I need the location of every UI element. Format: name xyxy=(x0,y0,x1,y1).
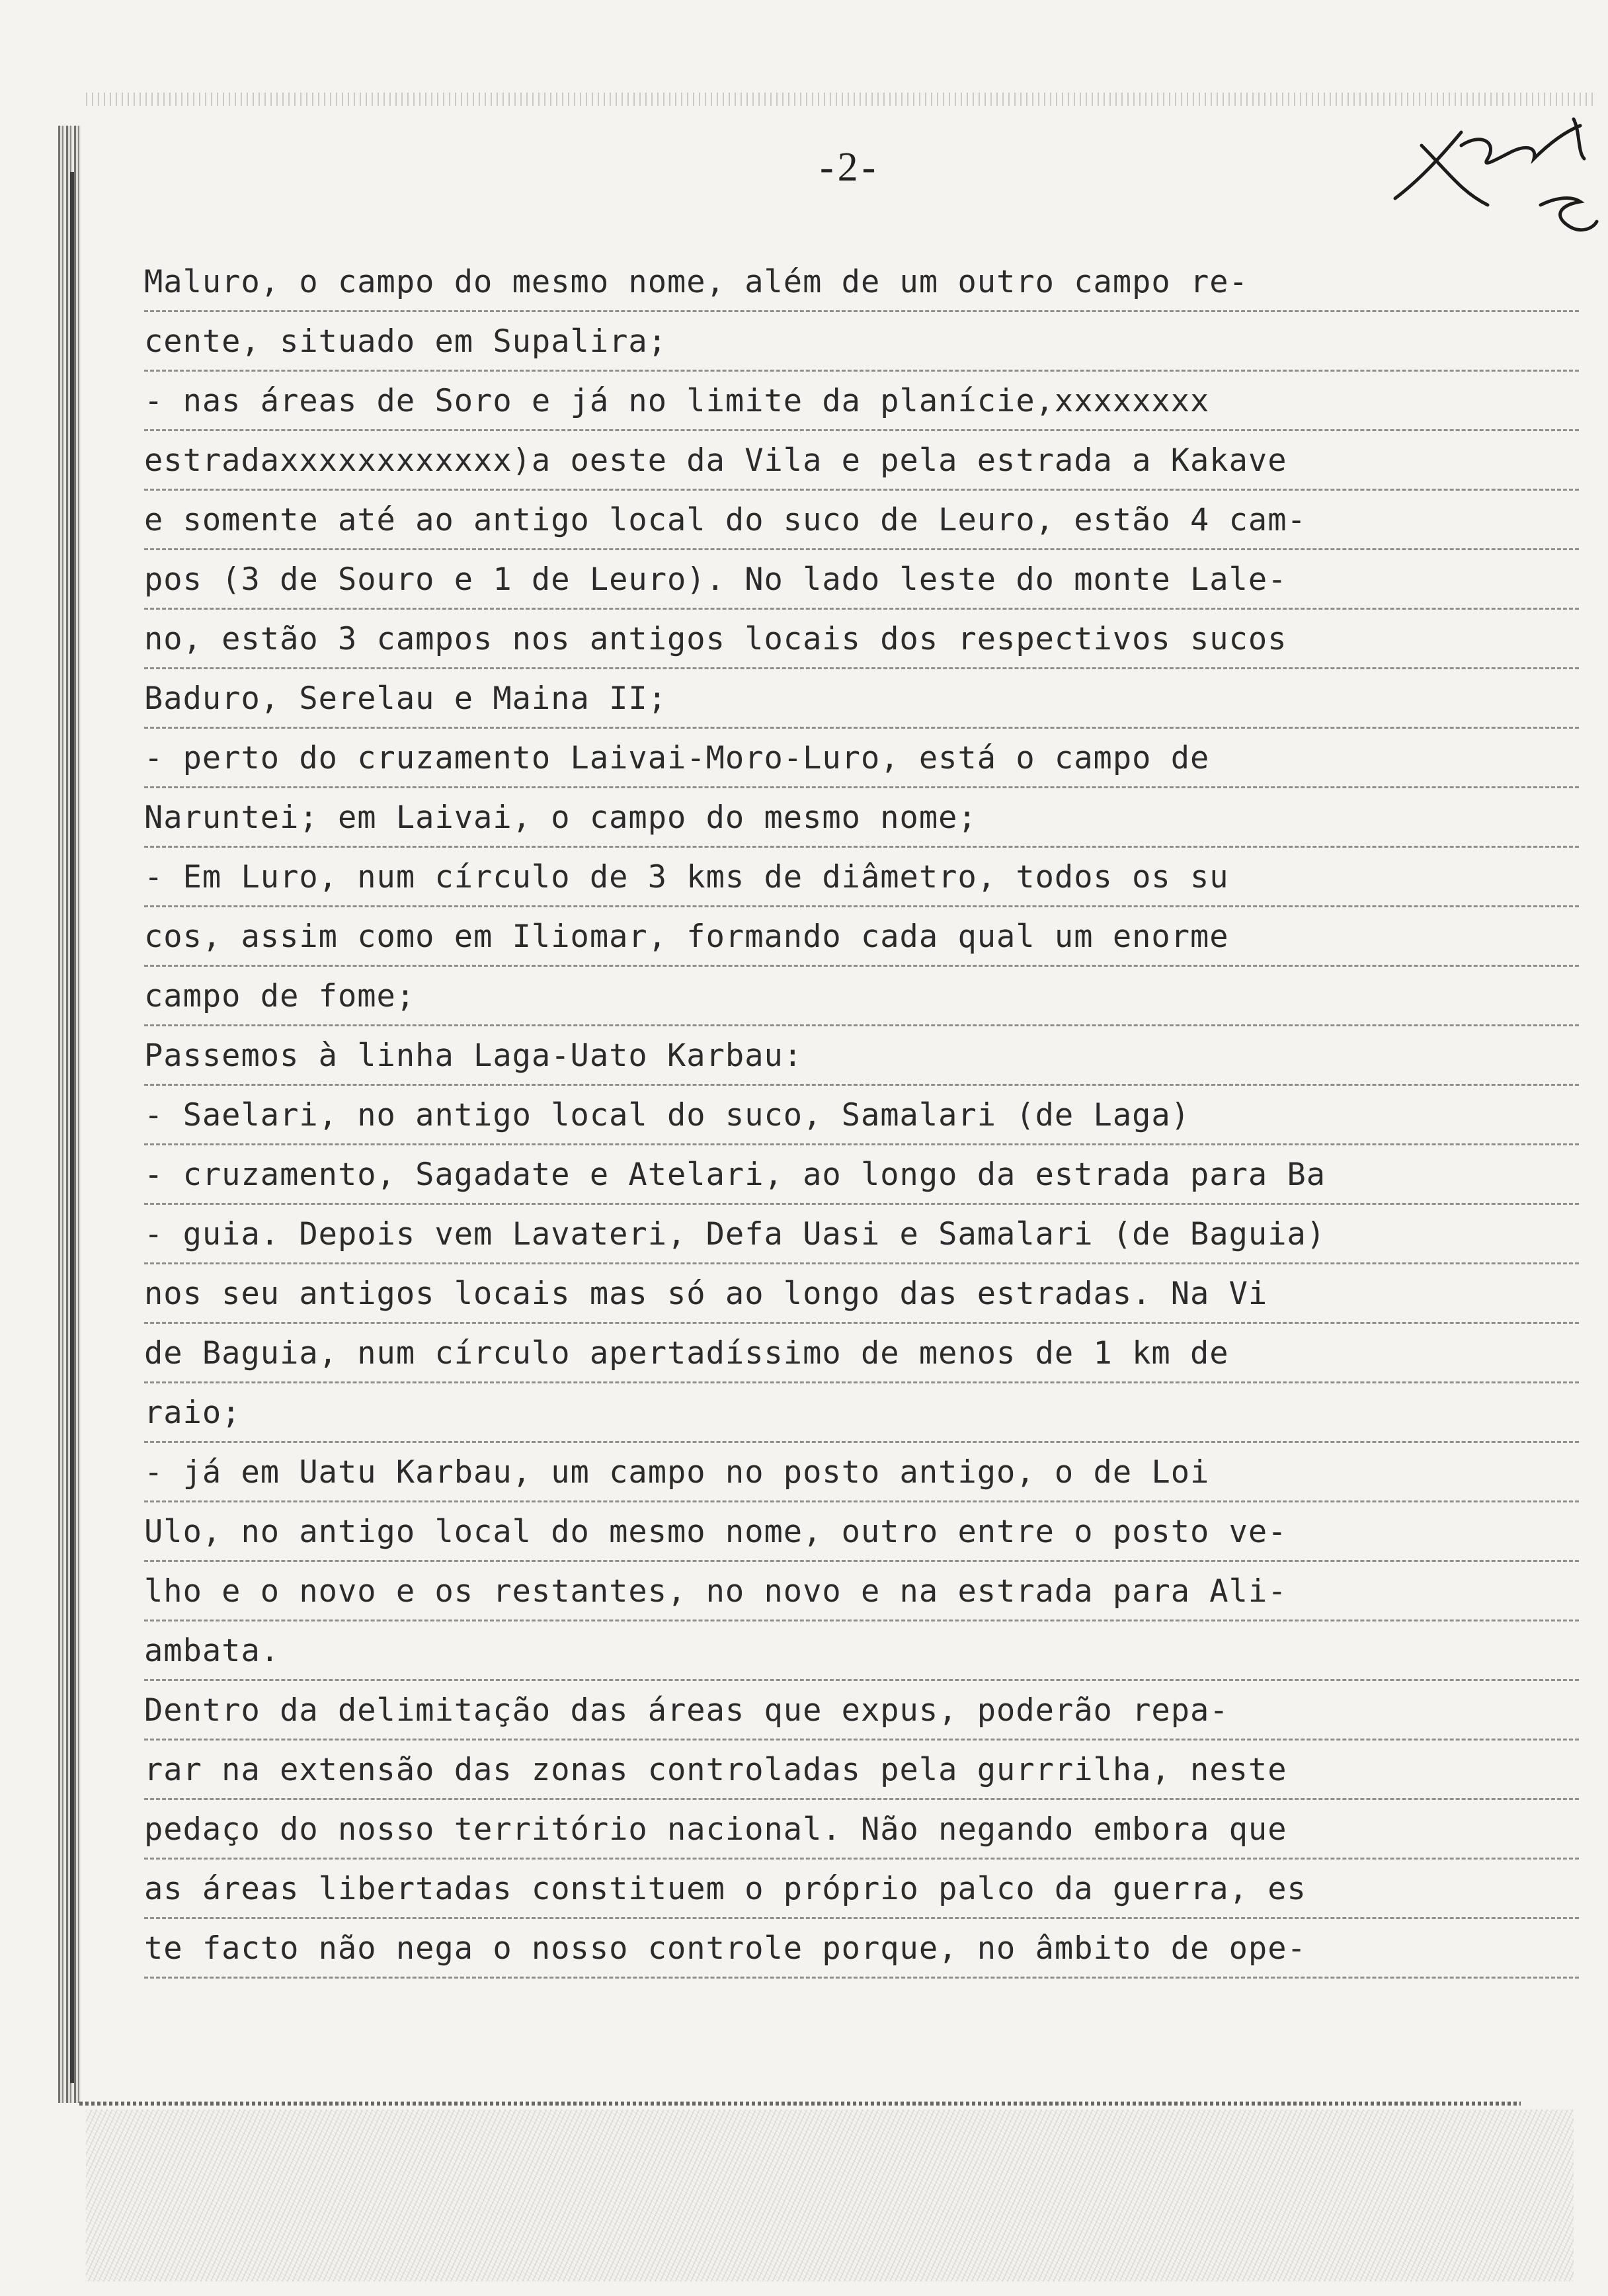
text-line: raio; xyxy=(144,1383,1579,1443)
binding-margin xyxy=(58,126,81,2103)
text-line: rar na extensão das zonas controladas pela gurrrilha, neste xyxy=(144,1741,1579,1800)
text-line: campo de fome; xyxy=(144,967,1579,1026)
text-line: Passemos à linha Laga-Uato Karbau: xyxy=(144,1026,1579,1086)
text-line: cos, assim como em Iliomar, formando cada qual um enorme xyxy=(144,907,1579,967)
text-line: - guia. Depois vem Lavateri, Defa Uasi e Samalari (de Baguia) xyxy=(144,1205,1579,1264)
handwritten-initials xyxy=(1382,106,1600,251)
scan-top-noise xyxy=(86,93,1593,106)
text-line: Ulo, no antigo local do mesmo nome, outro entre o posto ve- xyxy=(144,1502,1579,1562)
text-line: e somente até ao antigo local do suco de Leuro, estão 4 cam- xyxy=(144,491,1579,550)
page-number: -2- xyxy=(820,145,880,190)
text-line: ambata. xyxy=(144,1621,1579,1681)
text-line: nos seu antigos locais mas só ao longo das estradas. Na Vi xyxy=(144,1264,1579,1324)
typed-text-body xyxy=(144,253,1579,1979)
text-line: - perto do cruzamento Laivai-Moro-Luro, está o campo de xyxy=(144,729,1579,788)
text-line: - nas áreas de Soro e já no limite da planície,xxxxxxxx xyxy=(144,372,1579,431)
text-line: no, estão 3 campos nos antigos locais dos respectivos sucos xyxy=(144,610,1579,669)
text-line: - cruzamento, Sagadate e Atelari, ao longo da estrada para Ba xyxy=(144,1145,1579,1205)
text-line: lho e o novo e os restantes, no novo e na estrada para Ali- xyxy=(144,1562,1579,1621)
text-line: Maluro, o campo do mesmo nome, além de um outro campo re- xyxy=(144,253,1579,312)
text-line: de Baguia, num círculo apertadíssimo de menos de 1 km de xyxy=(144,1324,1579,1383)
text-line: estradaxxxxxxxxxxxx)a oeste da Vila e pela estrada a Kakave xyxy=(144,431,1579,491)
text-line: cente, situado em Supalira; xyxy=(144,312,1579,372)
scan-bottom-edge xyxy=(79,2102,1521,2106)
text-line: Baduro, Serelau e Maina II; xyxy=(144,669,1579,729)
text-line: as áreas libertadas constituem o próprio palco da guerra, es xyxy=(144,1860,1579,1919)
text-line: te facto não nega o nosso controle porque, no âmbito de ope- xyxy=(144,1919,1579,1979)
text-line: - já em Uatu Karbau, um campo no posto antigo, o de Loi xyxy=(144,1443,1579,1502)
scan-bottom-noise xyxy=(86,2110,1574,2281)
binding-margin-line xyxy=(70,172,74,2083)
text-line: Naruntei; em Laivai, o campo do mesmo nome; xyxy=(144,788,1579,848)
text-line: Dentro da delimitação das áreas que expus, poderão repa- xyxy=(144,1681,1579,1741)
text-line: pos (3 de Souro e 1 de Leuro). No lado leste do monte Lale- xyxy=(144,550,1579,610)
text-line: - Em Luro, num círculo de 3 kms de diâmetro, todos os su xyxy=(144,848,1579,907)
text-line: pedaço do nosso território nacional. Não negando embora que xyxy=(144,1800,1579,1860)
text-line: - Saelari, no antigo local do suco, Samalari (de Laga) xyxy=(144,1086,1579,1145)
